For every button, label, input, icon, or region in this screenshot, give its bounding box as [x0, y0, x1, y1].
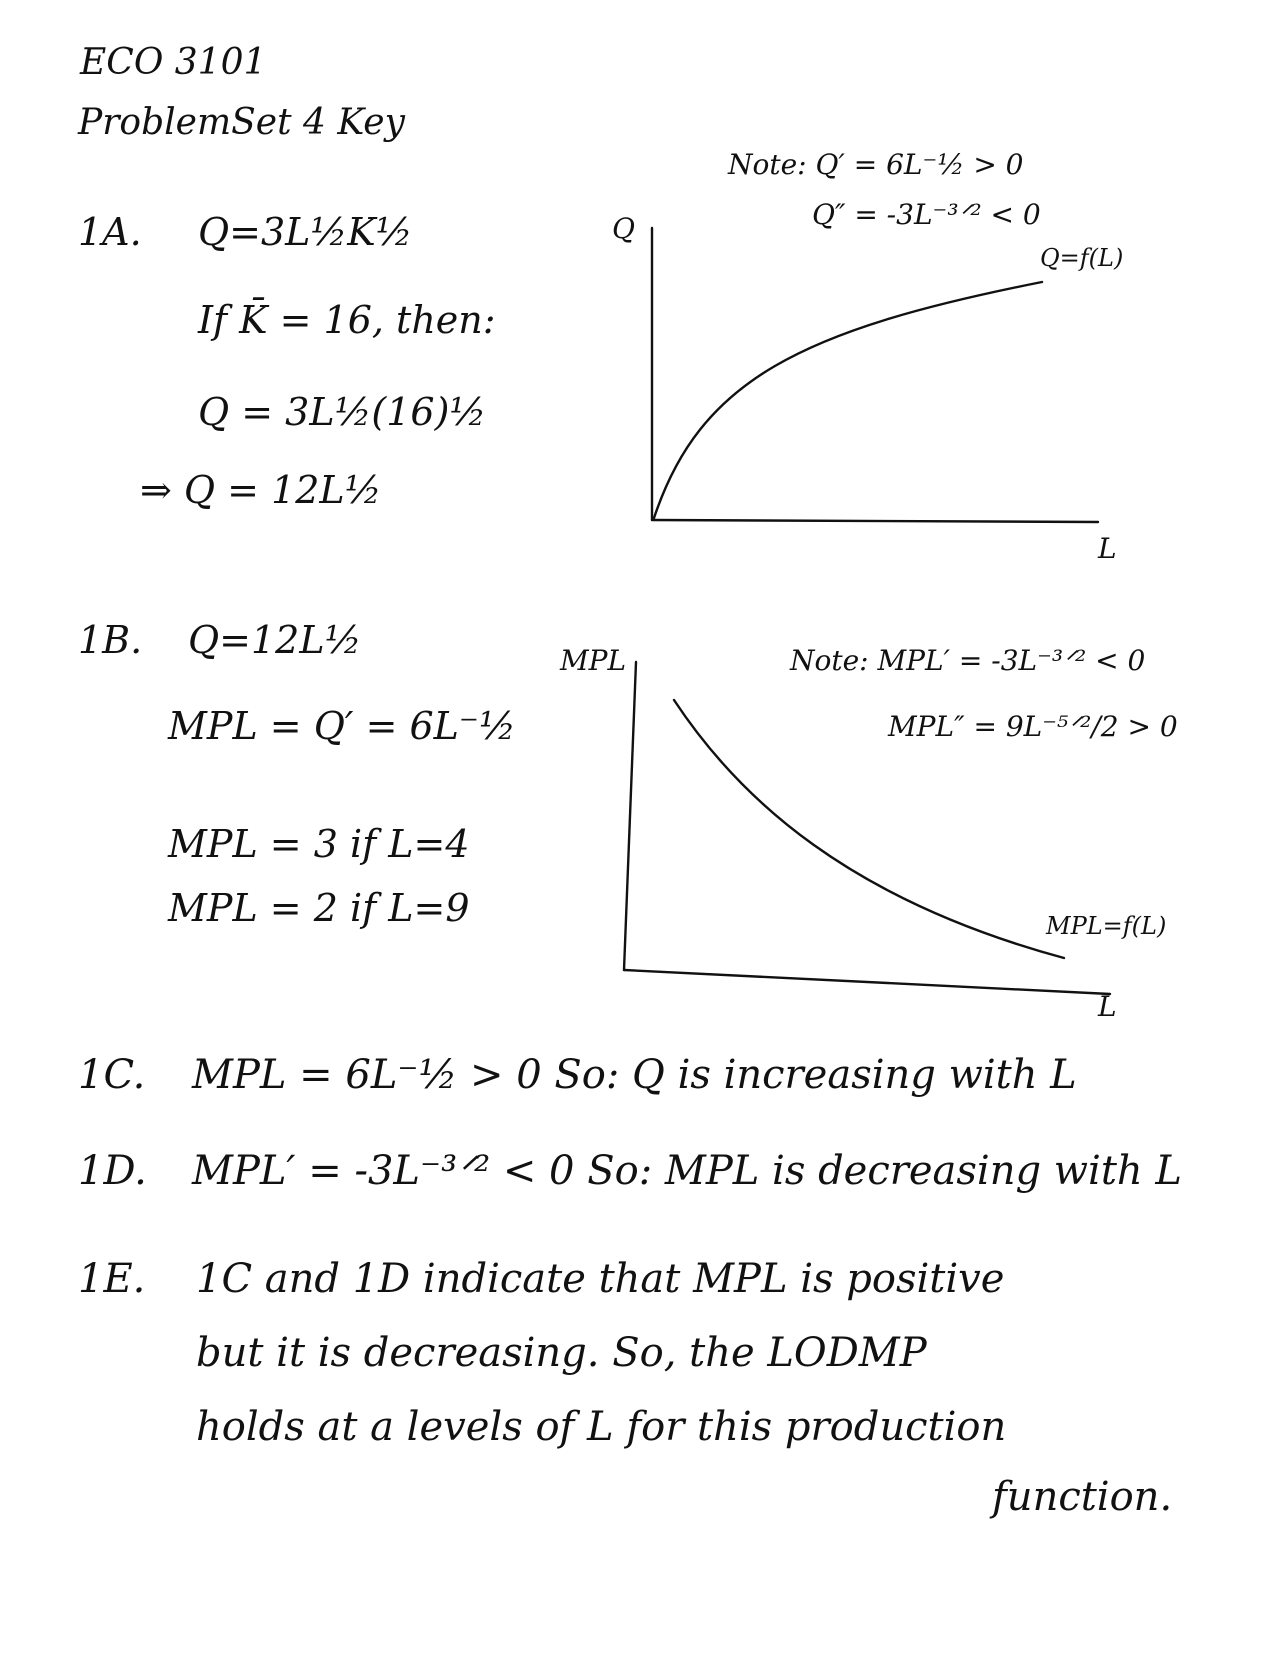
part-1a-note-1: Note: Q′ = 6L⁻½ > 0 [728, 148, 1024, 181]
graph-1b-x-axis [624, 970, 1110, 994]
part-1b-line-1: Q=12L½ [188, 618, 362, 662]
part-1c-text: MPL = 6L⁻½ > 0 So: Q is increasing with L [192, 1052, 1077, 1098]
graph-1b-y-label: MPL [560, 644, 627, 677]
part-1d-text: MPL′ = -3L⁻³ᐟ² < 0 So: MPL is decreasing with L [192, 1148, 1182, 1194]
part-1e-label: 1E. [78, 1256, 146, 1302]
course-code: ECO 3101 [80, 42, 267, 83]
graph-1a-y-label: Q [612, 212, 635, 245]
part-1b-line-3: MPL = 3 if L=4 [168, 822, 470, 866]
graph-1a-x-label: L [1098, 532, 1117, 565]
part-1b-label: 1B. [78, 618, 143, 662]
part-1b-note-1: Note: MPL′ = -3L⁻³ᐟ² < 0 [790, 644, 1146, 677]
part-1e-line-1: 1C and 1D indicate that MPL is positive [196, 1256, 1005, 1302]
graph-1b-curve-label: MPL=f(L) [1046, 912, 1167, 940]
part-1b-line-2: MPL = Q′ = 6L⁻½ [168, 704, 516, 748]
part-1a-line-1: Q=3L½K½ [198, 210, 413, 254]
part-1b-note-2: MPL″ = 9L⁻⁵ᐟ²/2 > 0 [888, 710, 1178, 743]
graph-1b-y-axis [624, 662, 636, 970]
page-title: ProblemSet 4 Key [78, 102, 405, 143]
part-1a-label: 1A. [78, 210, 142, 254]
graph-1a-curve-label: Q=f(L) [1040, 244, 1124, 272]
part-1a-line-4: ⇒ Q = 12L½ [140, 468, 382, 512]
part-1e-line-2: but it is decreasing. So, the LODMP [196, 1330, 927, 1376]
part-1c-label: 1C. [78, 1052, 146, 1098]
part-1e-line-3: holds at a levels of L for this production [196, 1404, 1007, 1450]
graph-1b-curve [674, 700, 1064, 958]
graph-1b-x-label: L [1098, 990, 1117, 1023]
part-1a-note-2: Q″ = -3L⁻³ᐟ² < 0 [812, 198, 1041, 231]
part-1a-line-3: Q = 3L½(16)½ [198, 390, 487, 434]
part-1e-line-4: function. [992, 1474, 1173, 1520]
part-1a-line-2: If K̄ = 16, then: [198, 298, 496, 342]
part-1b-line-4: MPL = 2 if L=9 [168, 886, 470, 930]
part-1d-label: 1D. [78, 1148, 147, 1194]
